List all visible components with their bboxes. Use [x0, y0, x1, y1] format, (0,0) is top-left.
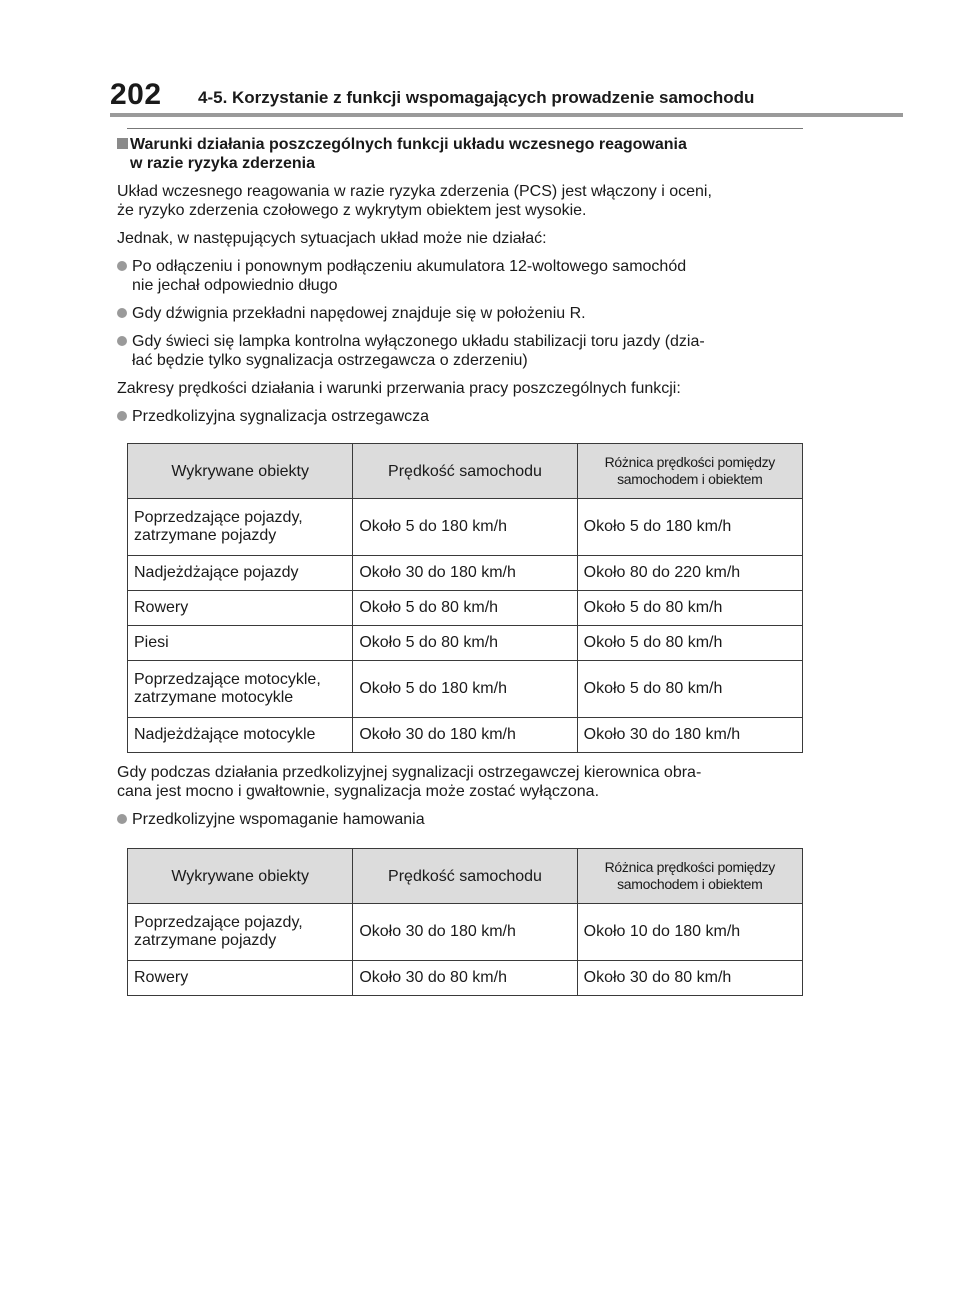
bullet-dot-icon — [117, 411, 127, 421]
bullet-dot-icon — [117, 814, 127, 824]
speed-cell: Około 5 do 80 km/h — [353, 591, 577, 626]
braking-speed-table — [127, 848, 803, 996]
speed-cell: Około 30 do 180 km/h — [353, 718, 577, 753]
object-cell: Nadjeżdżające pojazdy — [128, 556, 353, 591]
header-vehicle-speed: Prędkość samochodu — [353, 849, 577, 904]
object-cell: Nadjeżdżające motocykle — [128, 718, 353, 753]
table-header-row — [128, 444, 803, 499]
table-row — [128, 499, 803, 556]
header-speed-difference: Różnica prędkości pomiędzy samochodem i obiektem — [577, 444, 802, 499]
table-row — [128, 961, 803, 996]
object-cell: Rowery — [128, 591, 353, 626]
speed-cell: Około 30 do 180 km/h — [353, 904, 577, 961]
chapter-title: 4-5. Korzystanie z funkcji wspomagających prowadzenie samochodu — [198, 88, 755, 107]
header-detected-objects: Wykrywane obiekty — [128, 444, 353, 499]
object-cell: Rowery — [128, 961, 353, 996]
object-cell: Poprzedzające motocykle, zatrzymane motocykle — [128, 661, 353, 718]
speed-cell: Około 30 do 80 km/h — [353, 961, 577, 996]
speed-cell: Około 5 do 80 km/h — [353, 626, 577, 661]
page-number: 202 — [110, 78, 162, 111]
page-content — [117, 135, 807, 1006]
bullet-dot-icon — [117, 261, 127, 271]
intro-paragraph: Układ wczesnego reagowania w razie ryzyka zderzenia (PCS) jest włączony i oceni, że ryzyko zderzenia czołowego z wykrytym obiektem jest wysokie. — [117, 183, 712, 219]
difference-cell: Około 5 do 180 km/h — [577, 499, 802, 556]
difference-cell: Około 30 do 180 km/h — [577, 718, 802, 753]
warning-speed-table — [127, 443, 803, 753]
section-divider — [127, 128, 803, 129]
speed-cell: Około 5 do 180 km/h — [353, 499, 577, 556]
header-speed-difference: Różnica prędkości pomiędzy samochodem i obiektem — [577, 849, 802, 904]
difference-cell: Około 5 do 80 km/h — [577, 626, 802, 661]
speed-cell: Około 30 do 180 km/h — [353, 556, 577, 591]
table-row — [128, 904, 803, 961]
condition-item: Gdy dźwignia przekładni napędowej znajduje się w położeniu R. — [117, 304, 807, 323]
square-bullet-icon — [117, 138, 128, 149]
bullet-dot-icon — [117, 336, 127, 346]
difference-cell: Około 30 do 80 km/h — [577, 961, 802, 996]
object-cell: Poprzedzające pojazdy, zatrzymane pojazdy — [128, 904, 353, 961]
table-row — [128, 718, 803, 753]
warning-function-label: Przedkolizyjna sygnalizacja ostrzegawcza — [117, 407, 807, 426]
difference-cell: Około 10 do 180 km/h — [577, 904, 802, 961]
section-heading: Warunki działania poszczególnych funkcji układu wczesnego reagowania w razie ryzyka zderzenia — [117, 135, 807, 173]
table-row — [128, 591, 803, 626]
difference-cell: Około 5 do 80 km/h — [577, 661, 802, 718]
steering-note: Gdy podczas działania przedkolizyjnej sygnalizacji ostrzegawczej kierownica obra- cana jest mocno i gwałtownie, sygnalizacja może zostać wyłączona. — [117, 764, 702, 800]
table-row — [128, 661, 803, 718]
page-header — [110, 78, 905, 118]
speed-cell: Około 5 do 180 km/h — [353, 661, 577, 718]
condition-item: Po odłączeniu i ponownym podłączeniu akumulatora 12-woltowego samochód nie jechał odpowiednio długo — [117, 257, 807, 295]
header-detected-objects: Wykrywane obiekty — [128, 849, 353, 904]
braking-function-label: Przedkolizyjne wspomaganie hamowania — [117, 810, 807, 829]
bullet-dot-icon — [117, 308, 127, 318]
header-divider — [110, 113, 903, 117]
condition-item: Gdy świeci się lampka kontrolna wyłączonego układu stabilizacji toru jazdy (dzia- łać będzie tylko sygnalizacja ostrzegawcza o zderzeniu) — [117, 332, 807, 370]
difference-cell: Około 80 do 220 km/h — [577, 556, 802, 591]
difference-cell: Około 5 do 80 km/h — [577, 591, 802, 626]
object-cell: Piesi — [128, 626, 353, 661]
object-cell: Poprzedzające pojazdy, zatrzymane pojazdy — [128, 499, 353, 556]
table-header-row — [128, 849, 803, 904]
table-row — [128, 626, 803, 661]
header-vehicle-speed: Prędkość samochodu — [353, 444, 577, 499]
table-row — [128, 556, 803, 591]
ranges-intro: Zakresy prędkości działania i warunki przerwania pracy poszczególnych funkcji: — [117, 380, 681, 397]
not-working-intro: Jednak, w następujących sytuacjach układ może nie działać: — [117, 230, 547, 247]
